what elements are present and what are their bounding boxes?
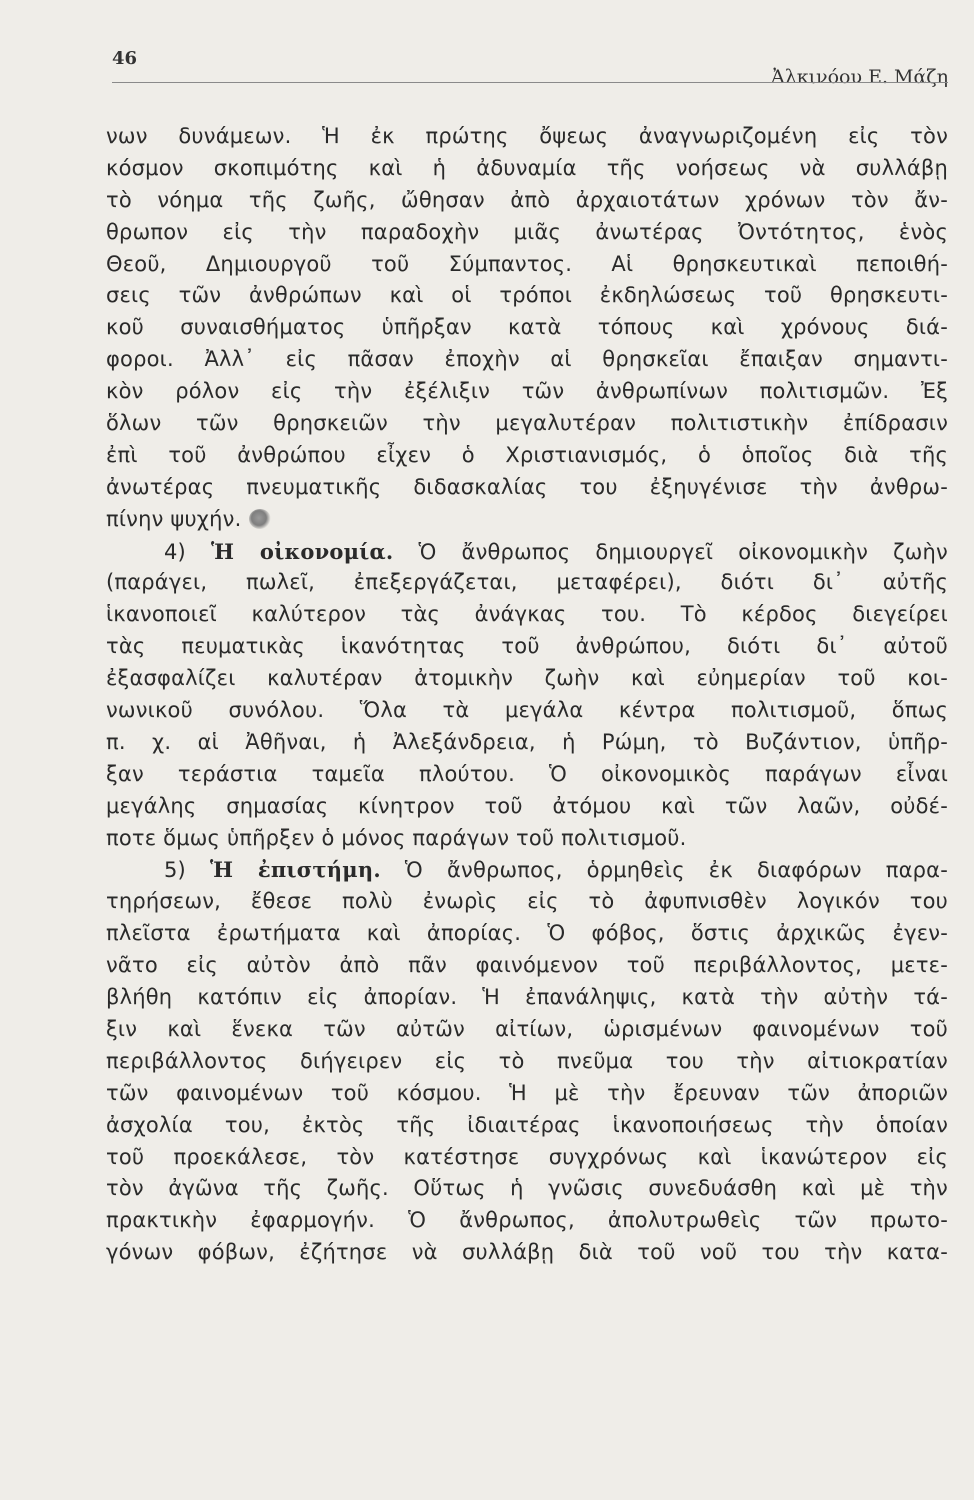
header-rule (112, 82, 948, 83)
page-number: 46 (112, 48, 138, 69)
text-line: ποτε ὅμως ὑπῆρξεν ὁ μόνος παράγων τοῦ πολιτισμοῦ. (106, 825, 687, 850)
text-line: τὸ νόημα τῆς ζωῆς, ὤθησαν ἀπὸ ἀρχαιοτάτων χρόνων τὸν ἄν- (106, 187, 948, 212)
text-line: τὰς πευματικὰς ἱκανότητας τοῦ ἀνθρώπου, διότι δι᾽ αὐτοῦ (106, 634, 948, 659)
section-title: Ἡ οἰκονομία. (211, 538, 394, 564)
text-line: (παράγει, πωλεῖ, ἐπεξεργάζεται, μεταφέρει), διότι δι᾽ αὐτῆς (106, 570, 948, 595)
running-head: Ἀλκινόου Ε. Μάζη (770, 66, 948, 88)
text-line: κὸν ρόλον εἰς τὴν ἐξέλιξιν τῶν ἀνθρωπίνων πολιτισμῶν. Ἐξ (106, 379, 948, 404)
text-line: ξαν τεράστια ταμεῖα πλούτου. Ὁ οἰκονομικὸς παράγων εἶναι (106, 761, 948, 786)
text-line: ἐπὶ τοῦ ἀνθρώπου εἶχεν ὁ Χριστιανισμός, ὁ ὁποῖος διὰ τῆς (106, 442, 948, 467)
text-line: περιβάλλοντος διήγειρεν εἰς τὸ πνεῦμα του τὴν αἰτιοκρατίαν (106, 1048, 948, 1073)
section-number: 4) (164, 539, 186, 564)
text-line: γόνων φόβων, ἐζήτησε νὰ συλλάβῃ διὰ τοῦ νοῦ του τὴν κατα- (106, 1240, 948, 1265)
section-heading-line (106, 854, 948, 886)
text-line: πρακτικὴν ἐφαρμογήν. Ὁ ἄνθρωπος, ἀπολυτρωθεὶς τῶν πρωτο- (106, 1208, 948, 1233)
section-heading-line (106, 536, 948, 568)
text-line: τηρήσεων, ἔθεσε πολὺ ἐνωρὶς εἰς τὸ ἀφυπνισθὲν λογικόν του (106, 889, 948, 914)
text-line: τὸν ἀγῶνα τῆς ζωῆς. Οὕτως ἡ γνῶσις συνεδυάσθη καὶ μὲ τὴν (106, 1176, 948, 1201)
text-line: φοροι. Ἀλλ᾽ εἰς πᾶσαν ἐποχὴν αἱ θρησκεῖαι ἔπαιξαν σημαντι- (106, 347, 948, 372)
text-line: σεις τῶν ἀνθρώπων καὶ οἱ τρόποι ἐκδηλώσεως τοῦ θρησκευτι- (106, 283, 948, 308)
section-text: Ὁ ἄνθρωπος, ὁρμηθεὶς ἐκ διαφόρων παρα- (404, 858, 948, 883)
body-text (106, 121, 948, 1269)
text-line: τοῦ προεκάλεσε, τὸν κατέστησε συγχρόνως καὶ ἱκανώτερον εἰς (106, 1144, 948, 1169)
text-line: τῶν φαινομένων τοῦ κόσμου. Ἡ μὲ τὴν ἔρευναν τῶν ἀποριῶν (106, 1080, 948, 1105)
text-line: μεγάλης σημασίας κίνητρον τοῦ ἀτόμου καὶ τῶν λαῶν, οὐδέ- (106, 793, 948, 818)
text-line: κοῦ συναισθήματος ὑπῆρξαν κατὰ τόπους καὶ χρόνους διά- (106, 315, 948, 340)
section-number: 5) (164, 858, 186, 883)
text-line (106, 504, 948, 536)
text-line: πλεῖστα ἐρωτήματα καὶ ἀπορίας. Ὁ φόβος, ὅστις ἀρχικῶς ἐγεν- (106, 921, 948, 946)
text-line: ξιν καὶ ἕνεκα τῶν αὐτῶν αἰτίων, ὡρισμένων φαινομένων τοῦ (106, 1016, 948, 1041)
ink-blot (249, 509, 271, 529)
paragraph-end-text: πίνην ψυχήν. (106, 506, 242, 531)
text-line: ἐξασφαλίζει καλυτέραν ἀτομικὴν ζωὴν καὶ εὐημερίαν τοῦ κοι- (106, 666, 948, 691)
text-line: ὅλων τῶν θρησκειῶν τὴν μεγαλυτέραν πολιτιστικὴν ἐπίδρασιν (106, 411, 948, 436)
text-line: κόσμον σκοπιμότης καὶ ἡ ἀδυναμία τῆς νοήσεως νὰ συλλάβῃ (106, 155, 948, 180)
text-line: ἀνωτέρας πνευματικῆς διδασκαλίας του ἐξηυγένισε τὴν ἀνθρω- (106, 474, 948, 499)
section-text: Ὁ ἄνθρωπος δημιουργεῖ οἰκονομικὴν ζωὴν (418, 539, 948, 564)
text-line: βλήθη κατόπιν εἰς ἀπορίαν. Ἡ ἐπανάληψις, κατὰ τὴν αὐτὴν τά- (106, 985, 948, 1010)
section-title: Ἡ ἐπιστήμη. (210, 857, 381, 883)
text-line: νᾶτο εἰς αὐτὸν ἀπὸ πᾶν φαινόμενον τοῦ περιβάλλοντος, μετε- (106, 953, 948, 978)
text-line: Θεοῦ, Δημιουργοῦ τοῦ Σύμπαντος. Αἱ θρησκευτικαὶ πεποιθή- (106, 251, 948, 276)
text-line: ἱκανοποιεῖ καλύτερον τὰς ἀνάγκας του. Τὸ κέρδος διεγείρει (106, 602, 948, 627)
text-line: νων δυνάμεων. Ἡ ἐκ πρώτης ὄψεως ἀναγνωριζομένη εἰς τὸν (106, 124, 948, 148)
text-line: ἀσχολία του, ἐκτὸς τῆς ἰδιαιτέρας ἱκανοποιήσεως τὴν ὁποίαν (106, 1112, 948, 1137)
text-line: νωνικοῦ συνόλου. Ὅλα τὰ μεγάλα κέντρα πολιτισμοῦ, ὅπως (106, 698, 948, 723)
text-line: θρωπον εἰς τὴν παραδοχὴν μιᾶς ἀνωτέρας Ὀντότητος, ἑνὸς (106, 219, 948, 244)
page-header (112, 48, 948, 88)
text-line: π. χ. αἱ Ἀθῆναι, ἡ Ἀλεξάνδρεια, ἡ Ρώμη, τὸ Βυζάντιον, ὑπῆρ- (106, 729, 948, 754)
